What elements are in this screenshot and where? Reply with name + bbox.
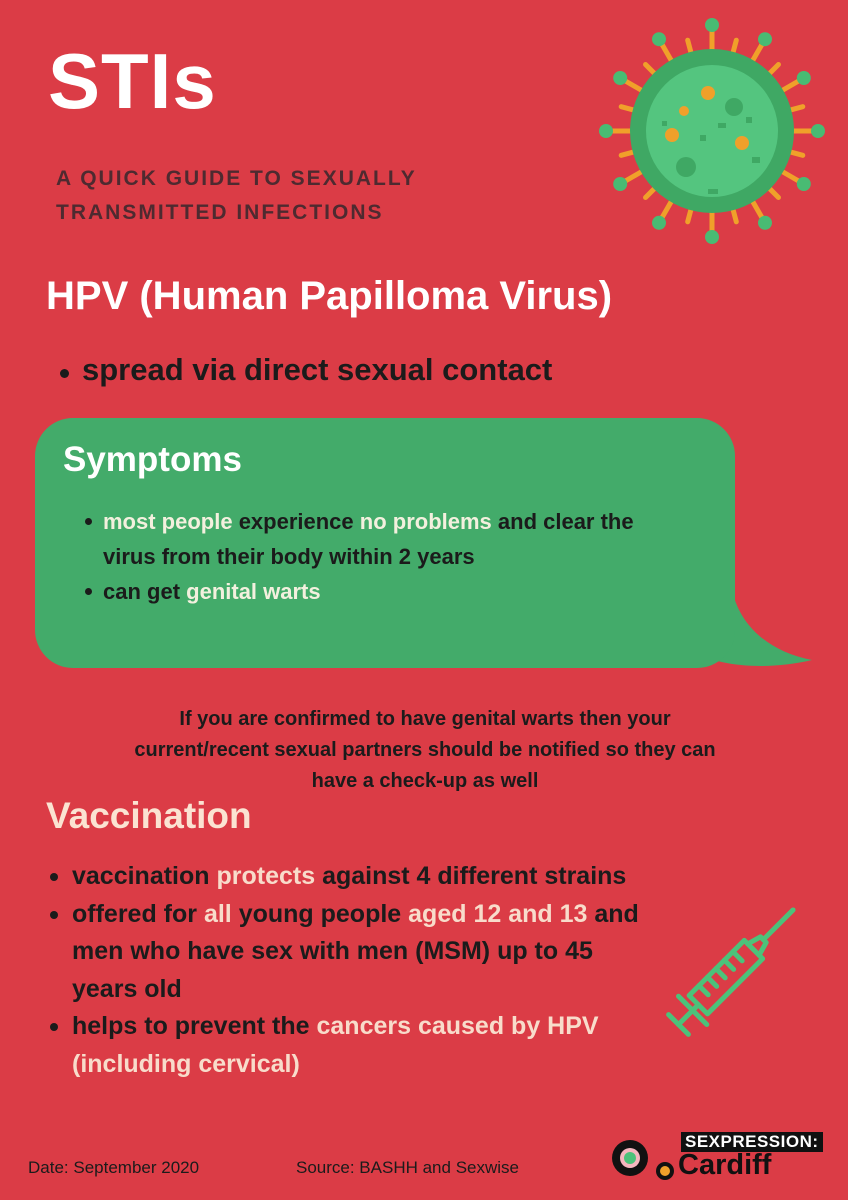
virus-spike-knob bbox=[613, 177, 627, 191]
virus-spike-knob bbox=[652, 32, 666, 46]
highlight-text: cancers caused by HPV (including cervical) bbox=[72, 1012, 599, 1078]
virus-spike-knob bbox=[652, 216, 666, 230]
body-text: offered for bbox=[72, 899, 204, 928]
highlight-text: protects bbox=[216, 862, 316, 890]
body-text: vaccination bbox=[72, 862, 217, 890]
virus-spike-short bbox=[733, 40, 737, 54]
list-item bbox=[72, 896, 642, 1009]
virus-spike-short bbox=[688, 208, 692, 222]
note-line-3: have a check-up as well bbox=[311, 770, 539, 792]
virus-spike-knob bbox=[797, 71, 811, 85]
vaccination-heading: Vaccination bbox=[46, 795, 252, 836]
highlight-text: genital warts bbox=[186, 579, 321, 604]
virus-spike-short bbox=[688, 40, 692, 54]
logo-text-bottom: Cardiff bbox=[678, 1149, 772, 1181]
body-text: and men who have sex with men (MSM) up to 45 years old bbox=[72, 899, 639, 1003]
virus-spike-short bbox=[621, 107, 635, 111]
virus-spike-knob bbox=[599, 124, 613, 138]
body-text: can get bbox=[103, 579, 187, 604]
body-text: young people bbox=[231, 899, 409, 928]
virus-spike-knob bbox=[705, 18, 719, 32]
spread-list bbox=[82, 352, 552, 388]
virus-spike-knob bbox=[758, 216, 772, 230]
highlight-text: no problems bbox=[359, 509, 492, 534]
footer-date: Date: September 2020 bbox=[28, 1158, 200, 1177]
syringe-icon bbox=[650, 900, 805, 1050]
virus-spike-short bbox=[789, 152, 803, 156]
note-line-1: If you are confirmed to have genital warts then your bbox=[179, 708, 671, 730]
list-item bbox=[72, 858, 642, 896]
notification-note bbox=[60, 704, 790, 797]
subtitle-line-1: A QUICK GUIDE TO SEXUALLY bbox=[56, 167, 417, 190]
list-item bbox=[103, 574, 663, 609]
virus-spike-short bbox=[769, 65, 779, 75]
virus-spike-knob bbox=[797, 177, 811, 191]
virus-icon bbox=[595, 18, 829, 244]
virus-spike-short bbox=[646, 65, 656, 75]
highlight-text: most people bbox=[103, 509, 233, 534]
virus-spike-short bbox=[646, 188, 656, 198]
list-item: spread via direct sexual contact bbox=[82, 352, 553, 387]
body-text: and clear the virus from their body within 2 years bbox=[103, 509, 634, 569]
list-item bbox=[72, 1008, 642, 1083]
page-title: STIs bbox=[48, 37, 217, 125]
vaccination-list bbox=[72, 858, 642, 1083]
list-item bbox=[103, 504, 663, 574]
virus-spike-knob bbox=[758, 32, 772, 46]
virus-spike-short bbox=[769, 188, 779, 198]
body-text: against 4 different strains bbox=[315, 862, 627, 890]
virus-spike-knob bbox=[613, 71, 627, 85]
virus-spike-short bbox=[621, 152, 635, 156]
logo-text-top: SEXPRESSION: bbox=[681, 1132, 823, 1152]
virus-spike-knob bbox=[705, 230, 719, 244]
highlight-text: aged 12 and 13 bbox=[408, 899, 588, 928]
body-text: helps to prevent the bbox=[72, 1012, 317, 1040]
virus-spike-short bbox=[733, 208, 737, 222]
hpv-heading: HPV (Human Papilloma Virus) bbox=[46, 274, 613, 318]
body-text: experience bbox=[232, 509, 360, 534]
note-line-2: current/recent sexual partners should be notified so they can bbox=[134, 739, 716, 761]
symptoms-heading: Symptoms bbox=[63, 440, 242, 479]
subtitle-line-2: TRANSMITTED INFECTIONS bbox=[56, 201, 384, 224]
virus-spike-knob bbox=[811, 124, 825, 138]
highlight-text: all bbox=[203, 899, 232, 928]
symptoms-list bbox=[103, 504, 663, 609]
virus-spike-short bbox=[789, 107, 803, 111]
footer-source: Source: BASHH and Sexwise bbox=[296, 1158, 519, 1177]
page-subtitle bbox=[56, 162, 476, 230]
